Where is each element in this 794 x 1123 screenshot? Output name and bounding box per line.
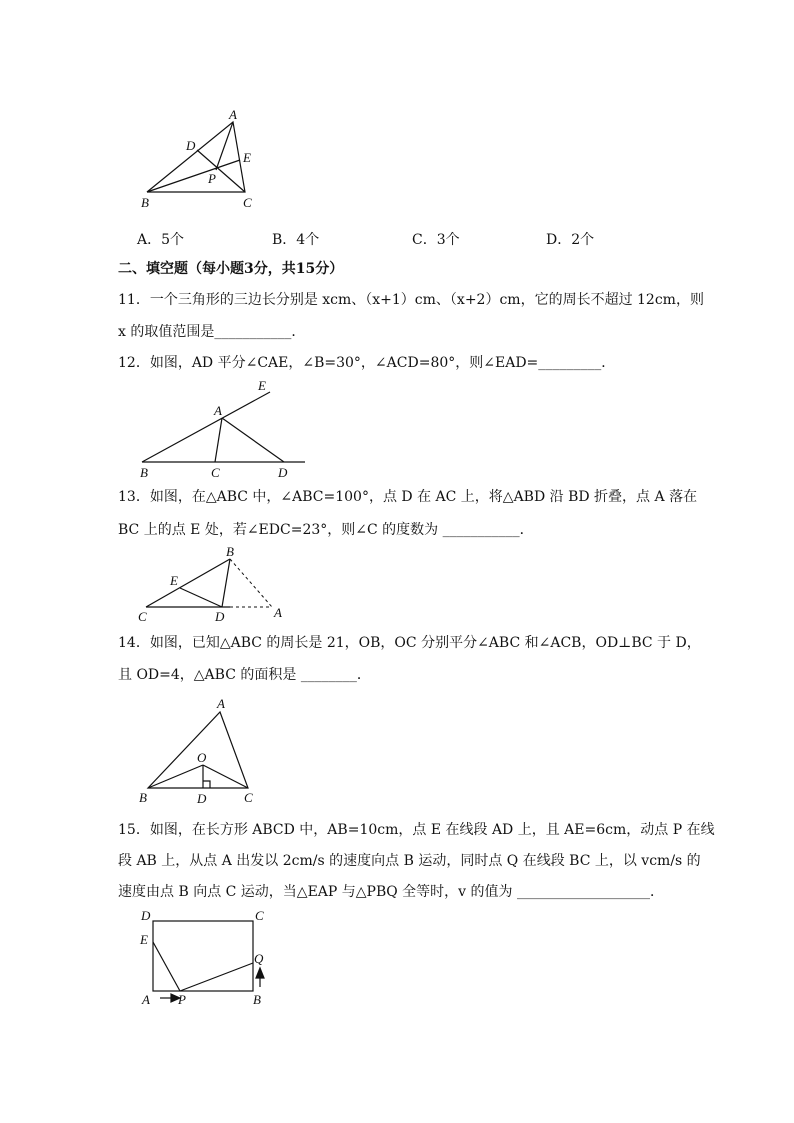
fig15-label-Q: Q: [254, 951, 264, 966]
fig15-label-B: B: [253, 992, 261, 1007]
fig10-label-A: A: [229, 107, 237, 122]
fig14-label-O: O: [197, 750, 207, 765]
fig15-label-P: P: [178, 992, 186, 1007]
q10-option-b: B．4个: [272, 232, 320, 248]
fig14-label-B: B: [139, 790, 147, 805]
fig10-label-D: D: [186, 138, 196, 153]
q11-line2: x 的取值范围是___________．: [118, 324, 306, 340]
q14-line2: 且 OD=4，△ABC 的面积是 ________．: [118, 667, 371, 683]
q13-line1: 13．如图，在△ABC 中，∠ABC=100°，点 D 在 AC 上，将△ABD 沿 BD 折叠，点 A 落在: [118, 489, 698, 505]
fig13-label-A: A: [274, 605, 282, 620]
fig13-label-C: C: [138, 609, 147, 624]
q14-line1: 14．如图，已知△ABC 的周长是 21，OB，OC 分别平分∠ABC 和∠ACB，OD⊥BC 于 D，: [118, 635, 701, 651]
fig10-label-P: P: [208, 171, 216, 186]
fig14-label-D: D: [197, 791, 207, 806]
q12-line1: 12．如图，AD 平分∠CAE，∠B=30°，∠ACD=80°，则∠EAD=_________．: [118, 355, 616, 371]
q15-line1: 15．如图，在长方形 ABCD 中，AB=10cm，点 E 在线段 AD 上，且 AE=6cm，动点 P 在线: [118, 822, 715, 838]
section-heading: 二、填空题（每小题3分，共15分）: [118, 261, 344, 277]
q10-option-c: C．3个: [412, 232, 460, 248]
fig15-label-E: E: [140, 932, 148, 947]
fig13-label-D: D: [215, 609, 225, 624]
q10-option-d: D．2个: [546, 232, 595, 248]
fig12-label-C: C: [211, 465, 220, 480]
fig14-label-A: A: [217, 696, 225, 711]
fig15-label-A: A: [142, 992, 150, 1007]
fig10-label-B: B: [141, 195, 149, 210]
q15-line3: 速度由点 B 向点 C 运动，当△EAP 与△PBQ 全等时，v 的值为 ___________________．: [118, 884, 664, 900]
fig10-label-E: E: [243, 150, 251, 165]
fig12-label-D: D: [278, 465, 288, 480]
fig10-label-C: C: [243, 195, 252, 210]
q10-option-a: A．5个: [137, 232, 185, 248]
q15-line2: 段 AB 上，从点 A 出发以 2cm/s 的速度向点 B 运动，同时点 Q 在线段 BC 上，以 vcm/s 的: [118, 853, 701, 869]
fig12-label-A: A: [214, 403, 222, 418]
fig12-label-E: E: [258, 378, 266, 393]
q13-line2: BC 上的点 E 处，若∠EDC=23°，则∠C 的度数为 ___________．: [118, 522, 534, 538]
fig12-label-B: B: [140, 465, 148, 480]
fig15-label-D: D: [141, 908, 151, 923]
fig13-label-B: B: [226, 544, 234, 559]
fig13-label-E: E: [170, 573, 178, 588]
q11-line1: 11．一个三角形的三边长分别是 xcm、（x+1）cm、（x+2）cm，它的周长不超过 12cm，则: [118, 292, 704, 308]
fig14-label-C: C: [244, 790, 253, 805]
fig15-label-C: C: [255, 908, 264, 923]
